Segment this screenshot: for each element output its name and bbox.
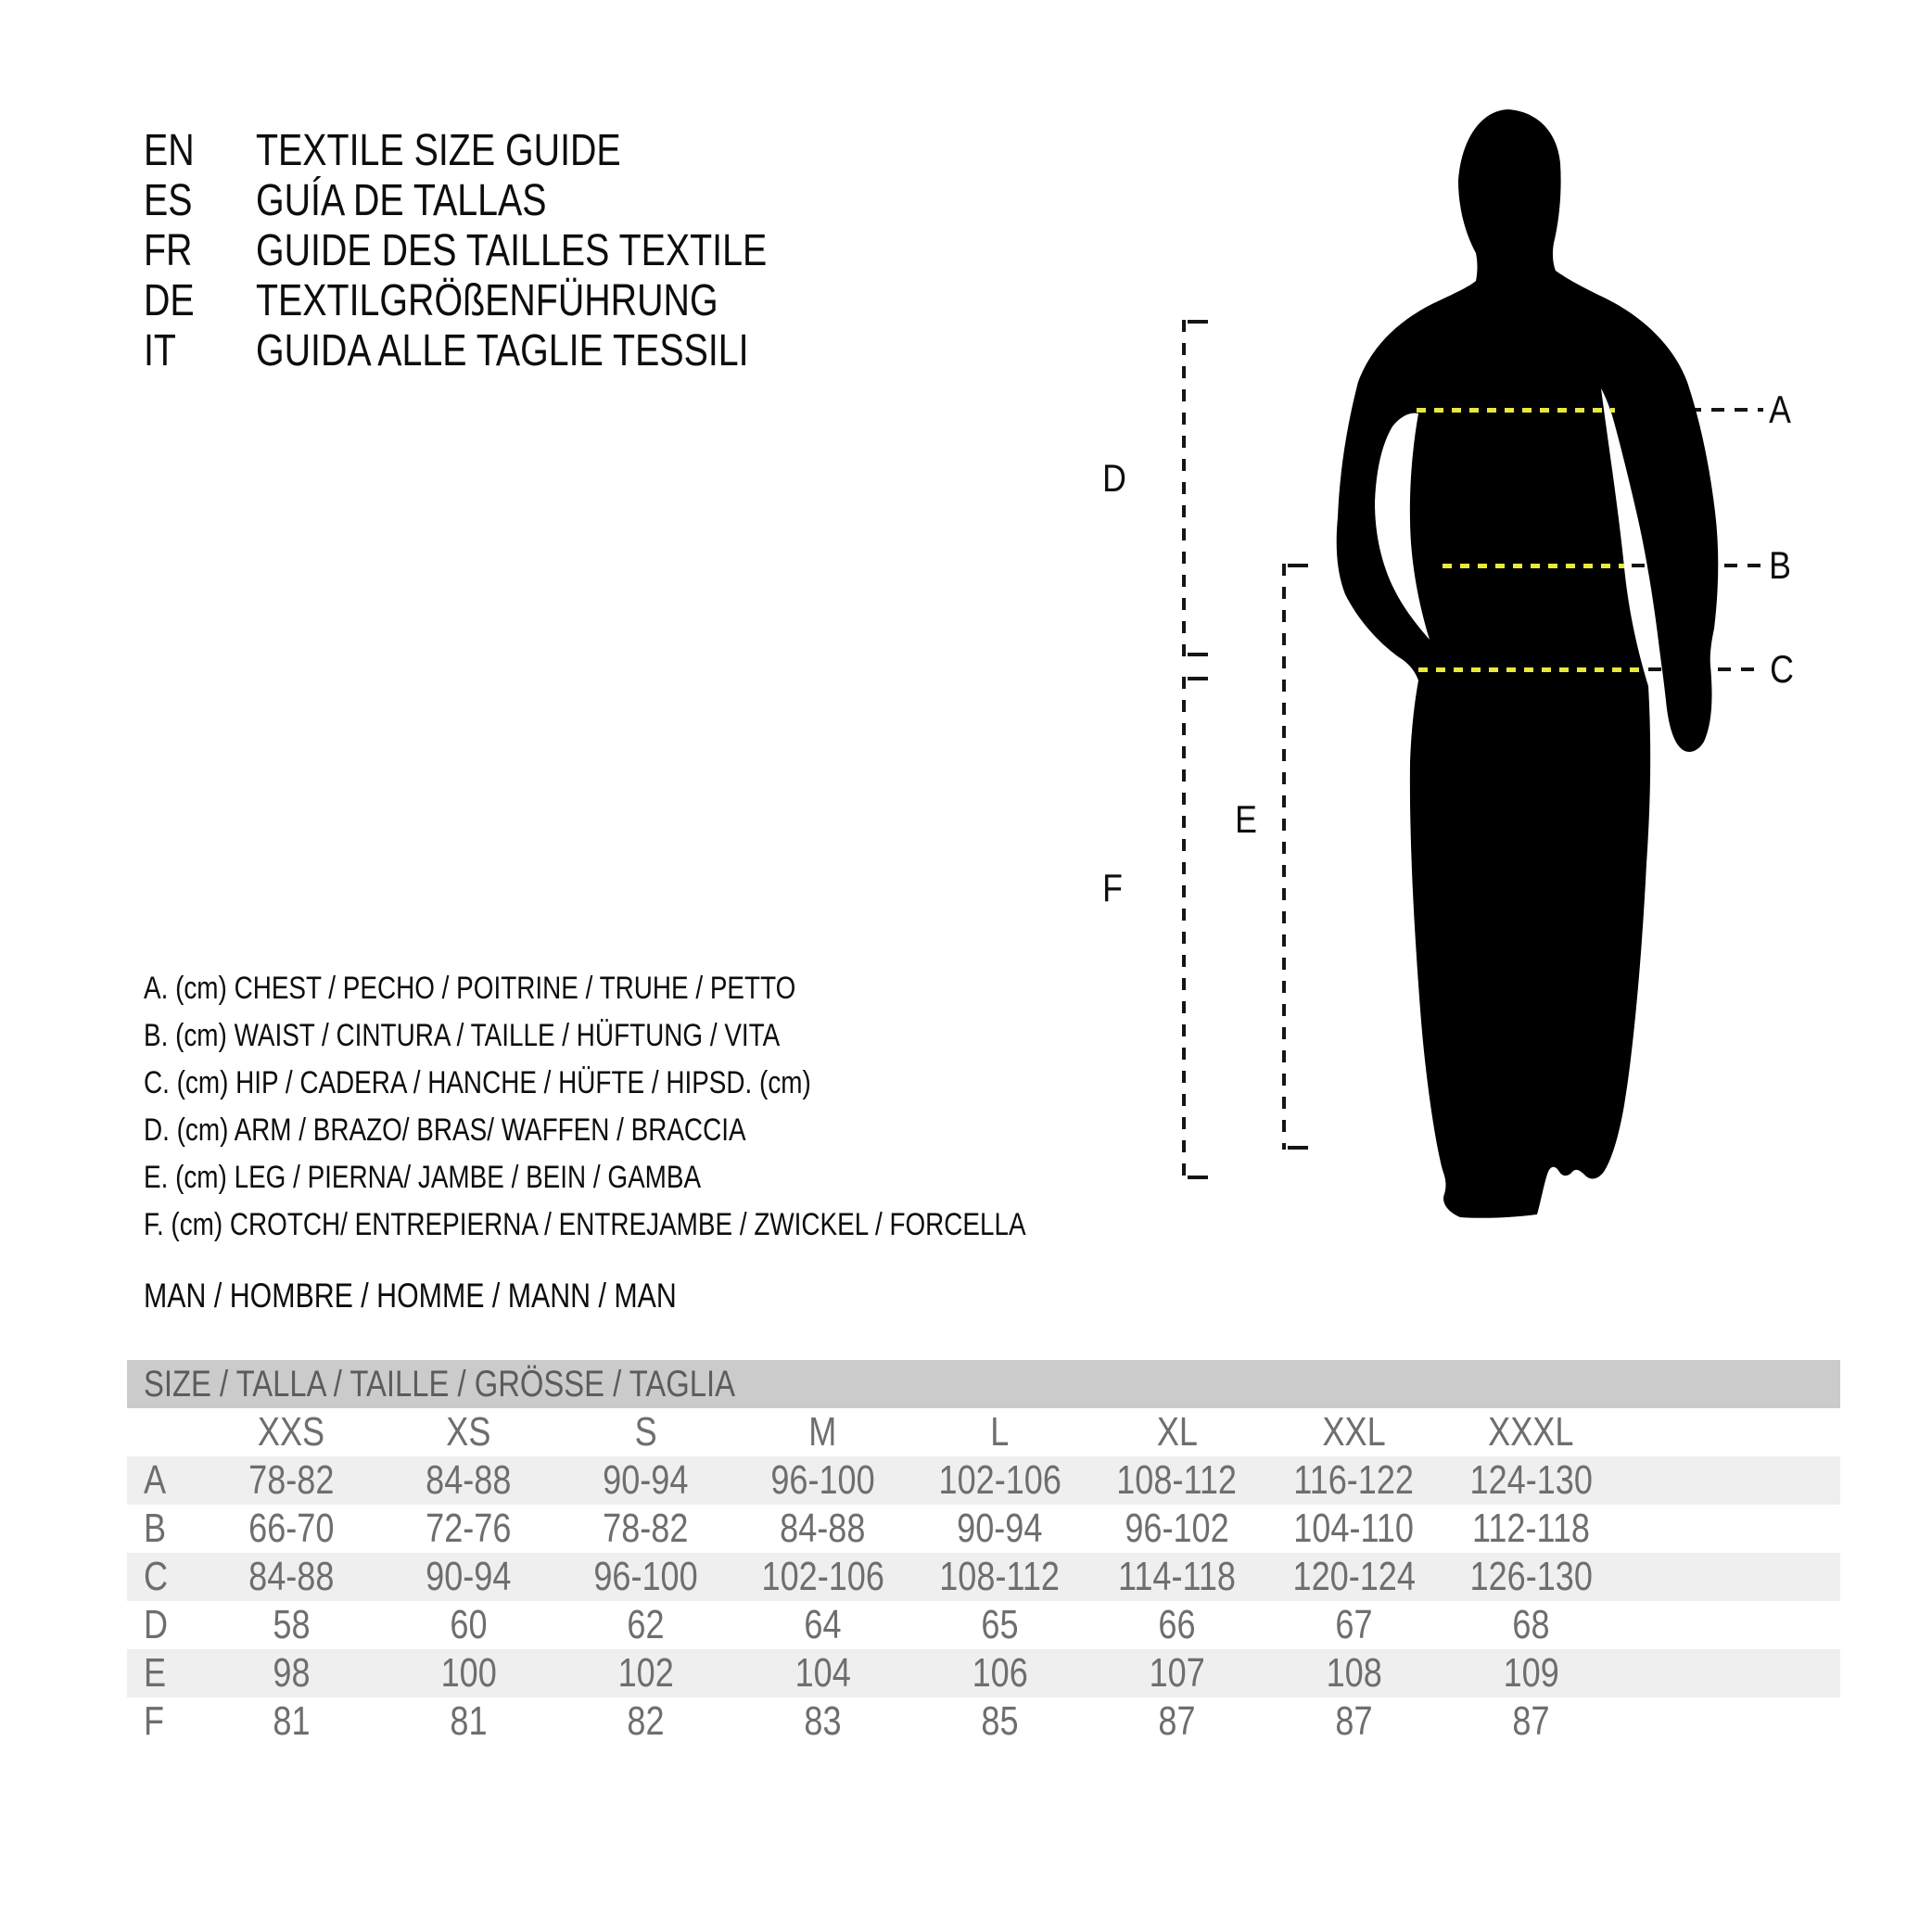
size-value-cell: 87: [1158, 1698, 1196, 1744]
language-code: FR: [144, 226, 193, 275]
legend-item: C. (cm) HIP / CADERA / HANCHE / HÜFTE / HIPSD. (cm): [144, 1065, 811, 1100]
size-column-header: XXXL: [1488, 1409, 1574, 1455]
table-row: [127, 1553, 1840, 1601]
row-label: E: [144, 1650, 167, 1696]
size-value-cell: 104-110: [1293, 1506, 1415, 1551]
size-value-cell: 84-88: [248, 1554, 335, 1599]
size-table-header: [127, 1360, 1840, 1408]
size-value-cell: 124-130: [1469, 1457, 1593, 1503]
language-title: TEXTILGRÖßENFÜHRUNG: [256, 276, 718, 325]
size-value-cell: 83: [804, 1698, 842, 1744]
size-value-cell: 85: [981, 1698, 1019, 1744]
language-row: [144, 176, 879, 226]
language-code: EN: [144, 126, 195, 175]
size-value-cell: 62: [627, 1602, 665, 1647]
hip-line-yellow: [1418, 667, 1641, 672]
size-value-cell: 78-82: [603, 1506, 689, 1551]
size-value-cell: 102-106: [938, 1457, 1061, 1503]
size-value-cell: 67: [1335, 1602, 1373, 1647]
size-value-cell: 109: [1503, 1650, 1559, 1696]
size-value-cell: 90-94: [957, 1506, 1043, 1551]
legend-item: F. (cm) CROTCH/ ENTREPIERNA / ENTREJAMBE / ZWICKEL / FORCELLA: [144, 1207, 1026, 1242]
row-label: C: [144, 1554, 169, 1599]
size-column-header: XXL: [1322, 1409, 1386, 1455]
size-value-cell: 81: [450, 1698, 488, 1744]
size-column-header: L: [990, 1409, 1010, 1455]
size-value-cell: 102-106: [761, 1554, 884, 1599]
size-value-cell: 68: [1512, 1602, 1550, 1647]
row-label: D: [144, 1602, 169, 1647]
size-value-cell: 78-82: [248, 1457, 335, 1503]
size-value-cell: 81: [273, 1698, 311, 1744]
size-value-cell: 108-112: [1116, 1457, 1238, 1503]
row-label: B: [144, 1506, 167, 1551]
language-list: [144, 126, 879, 376]
size-table-body: [127, 1408, 1840, 1746]
label-chest: A: [1769, 388, 1791, 431]
size-value-cell: 126-130: [1469, 1554, 1593, 1599]
legend: [144, 965, 1220, 1249]
size-value-cell: 96-102: [1125, 1506, 1229, 1551]
man-silhouette: [1326, 104, 1743, 1258]
size-value-cell: 90-94: [603, 1457, 689, 1503]
size-value-cell: 106: [972, 1650, 1028, 1696]
label-waist: B: [1769, 543, 1791, 587]
legend-item: A. (cm) CHEST / PECHO / POITRINE / TRUHE / PETTO: [144, 971, 796, 1006]
table-row: [127, 1601, 1840, 1649]
language-title: TEXTILE SIZE GUIDE: [256, 126, 621, 175]
size-column-header: M: [808, 1409, 837, 1455]
size-column-header: XL: [1156, 1409, 1198, 1455]
row-label: F: [144, 1698, 165, 1744]
size-value-cell: 58: [273, 1602, 311, 1647]
table-row: [127, 1697, 1840, 1746]
language-title: GUIDA ALLE TAGLIE TESSILI: [256, 326, 749, 375]
size-value-cell: 116-122: [1293, 1457, 1415, 1503]
size-column-header: S: [634, 1409, 657, 1455]
size-value-cell: 82: [627, 1698, 665, 1744]
size-value-cell: 96-100: [770, 1457, 875, 1503]
table-row: [127, 1649, 1840, 1697]
size-value-cell: 107: [1149, 1650, 1205, 1696]
legend-item: E. (cm) LEG / PIERNA/ JAMBE / BEIN / GAMBA: [144, 1160, 702, 1195]
size-value-cell: 87: [1335, 1698, 1373, 1744]
size-value-cell: 98: [273, 1650, 311, 1696]
audience-line: [144, 1272, 794, 1320]
size-value-cell: 72-76: [426, 1506, 512, 1551]
size-column-header: XS: [446, 1409, 491, 1455]
size-value-cell: 84-88: [426, 1457, 512, 1503]
language-code: ES: [144, 176, 193, 225]
size-table-header-text: SIZE / TALLA / TAILLE / GRÖSSE / TAGLIA: [144, 1364, 736, 1405]
crotch-measure-tick-top: [1188, 677, 1208, 680]
size-value-cell: 120-124: [1292, 1554, 1416, 1599]
size-value-cell: 96-100: [593, 1554, 698, 1599]
label-arm: D: [1102, 456, 1126, 500]
language-row: [144, 226, 879, 276]
label-hip: C: [1770, 647, 1794, 691]
size-value-cell: 84-88: [780, 1506, 866, 1551]
size-value-cell: 60: [450, 1602, 488, 1647]
leg-measure-line: [1282, 564, 1286, 1150]
language-row: [144, 326, 879, 376]
crotch-measure-tick-bottom: [1188, 1176, 1208, 1179]
language-row: [144, 276, 879, 326]
size-value-cell: 90-94: [426, 1554, 512, 1599]
size-value-cell: 87: [1512, 1698, 1550, 1744]
row-label: A: [144, 1457, 167, 1503]
leg-measure-tick-top: [1288, 564, 1308, 567]
size-value-cell: 108: [1326, 1650, 1382, 1696]
size-value-cell: 100: [440, 1650, 497, 1696]
size-value-cell: 112-118: [1471, 1506, 1591, 1551]
audience-text: MAN / HOMBRE / HOMME / MANN / MAN: [144, 1277, 677, 1315]
language-title: GUÍA DE TALLAS: [256, 176, 547, 225]
size-value-cell: 65: [981, 1602, 1019, 1647]
size-column-header: XXS: [258, 1409, 325, 1455]
waist-line-yellow: [1443, 564, 1624, 568]
leg-measure-tick-bottom: [1288, 1146, 1308, 1150]
chest-line-yellow: [1417, 408, 1615, 413]
size-table: [127, 1360, 1840, 1746]
language-code: IT: [144, 326, 176, 375]
arm-measure-line: [1182, 320, 1186, 656]
size-value-cell: 102: [617, 1650, 674, 1696]
label-leg: E: [1235, 797, 1257, 841]
label-crotch: F: [1102, 866, 1123, 909]
size-header-row: [127, 1408, 1840, 1456]
table-row: [127, 1505, 1840, 1553]
language-row: [144, 126, 879, 176]
legend-item: B. (cm) WAIST / CINTURA / TAILLE / HÜFTUNG / VITA: [144, 1018, 781, 1053]
language-title: GUIDE DES TAILLES TEXTILE: [256, 226, 768, 275]
legend-item: D. (cm) ARM / BRAZO/ BRAS/ WAFFEN / BRACCIA: [144, 1112, 746, 1148]
size-value-cell: 114-118: [1117, 1554, 1237, 1599]
arm-measure-tick-top: [1188, 320, 1208, 324]
crotch-measure-line: [1182, 677, 1186, 1179]
table-row: [127, 1456, 1840, 1505]
arm-measure-tick-bottom: [1188, 653, 1208, 656]
size-header-empty-cell: [127, 1408, 203, 1456]
size-value-cell: 108-112: [939, 1554, 1061, 1599]
size-value-cell: 104: [794, 1650, 851, 1696]
language-code: DE: [144, 276, 195, 325]
size-value-cell: 64: [804, 1602, 842, 1647]
size-value-cell: 66: [1158, 1602, 1196, 1647]
size-value-cell: 66-70: [248, 1506, 335, 1551]
